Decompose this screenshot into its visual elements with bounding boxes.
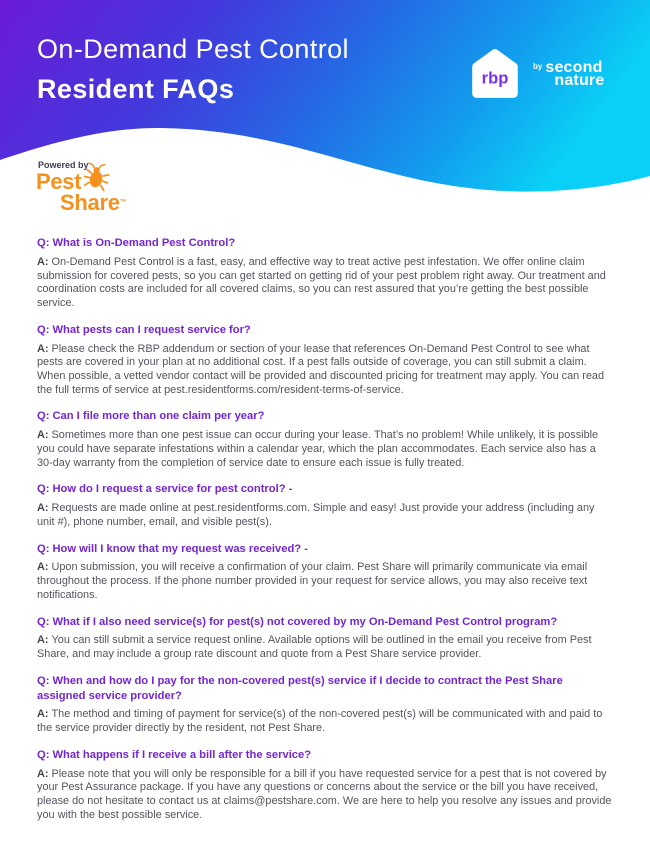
answer-text: Please check the RBP addendum or section of your lease that references On-Demand Pest Control to see what pests are covered in your plan at no additional cost. If a pest falls outside of coverage, you can still submit a claim. When possible, a vetted vendor contact will be provided and discounted pricing for treatment may apply. You can read the full terms of service at pest.residentforms.com/resident-terms-of-service. xyxy=(37,342,605,396)
faq-item-3 xyxy=(37,409,613,470)
faq-answer xyxy=(37,561,613,602)
faq-answer xyxy=(37,768,613,823)
q-prefix: Q: xyxy=(37,748,50,761)
faq-answer xyxy=(37,634,613,661)
answer-text: You can still submit a service request online. Available options will be outlined in the email you receive from Pest Share, and may include a group rate discount and quote from a Pest Share service provider. xyxy=(37,634,592,661)
faq-question xyxy=(37,236,613,251)
faq-list xyxy=(0,230,650,823)
bug-icon xyxy=(84,162,110,192)
a-prefix: A: xyxy=(37,767,49,780)
faq-question xyxy=(37,615,613,630)
faq-question xyxy=(37,323,613,338)
q-prefix: Q: xyxy=(37,483,50,496)
q-prefix: Q: xyxy=(37,237,50,249)
faq-question xyxy=(37,482,613,497)
page-title xyxy=(37,34,349,105)
a-prefix: A: xyxy=(37,342,49,355)
q-prefix: Q: xyxy=(37,410,50,423)
a-prefix: A: xyxy=(37,634,49,647)
faq-item-8 xyxy=(37,748,613,823)
rbp-badge-text: rbp xyxy=(481,68,509,88)
faq-answer xyxy=(37,256,613,311)
question-text: Can I file more than one claim per year? xyxy=(52,410,265,423)
faq-question xyxy=(37,409,613,424)
faq-answer xyxy=(37,429,613,470)
faq-answer xyxy=(37,343,613,398)
brand-word-second: second xyxy=(545,59,603,76)
faq-item-2 xyxy=(37,323,613,398)
second-nature-logo xyxy=(533,59,605,90)
brand-word-nature: nature xyxy=(554,72,605,90)
faq-item-5 xyxy=(37,542,613,603)
q-prefix: Q: xyxy=(37,323,50,336)
faq-item-1 xyxy=(37,236,613,311)
faq-item-7 xyxy=(37,674,613,736)
a-prefix: A: xyxy=(37,708,49,721)
a-prefix: A: xyxy=(37,429,49,442)
question-text: When and how do I pay for the non-covered pest(s) service if I decide to contract the Pest Share assigned service provider? xyxy=(37,674,563,702)
pest-word: Pest xyxy=(36,169,82,194)
faq-question xyxy=(37,674,613,704)
pestshare-logo xyxy=(36,160,127,215)
q-prefix: Q: xyxy=(37,542,50,555)
faq-item-6 xyxy=(37,615,613,662)
rbp-logo xyxy=(466,45,524,103)
question-text: How will I know that my request was received? - xyxy=(52,542,308,555)
q-prefix: Q: xyxy=(37,615,50,628)
answer-text: The method and timing of payment for service(s) of the non-covered pest(s) will be communicated with and paid to the service provider directly by the resident, not Pest Share. xyxy=(37,708,603,735)
a-prefix: A: xyxy=(37,561,49,574)
faq-question xyxy=(37,748,613,763)
question-text: What if I also need service(s) for pest(s) not covered by my On-Demand Pest Control program? xyxy=(52,615,558,628)
faq-question xyxy=(37,542,613,557)
faq-answer xyxy=(37,502,613,529)
answer-text: Please note that you will only be responsible for a bill if you have requested service for a pest that is not covered by your Pest Assurance package. If you have any questions or concerns about the service or the bill you have received, please do not hesitate to contact us at claims@pestshare.com. We are here to help you resolve any issues and provide you with the best possible service. xyxy=(37,767,612,821)
a-prefix: A: xyxy=(37,255,49,268)
title-line-2: Resident FAQs xyxy=(37,74,235,104)
answer-text: Sometimes more than one pest issue can occur during your lease. That’s no problem! While unlikely, it is possible you could have separate infestations within a calendar year, which the plan accommodates. Each service also has a 30-day warranty from the completion of service date to ensure each issue is fully treated. xyxy=(37,429,599,469)
question-text: What happens if I receive a bill after the service? xyxy=(52,748,312,761)
powered-by-label: Powered by xyxy=(38,160,89,170)
answer-text: On-Demand Pest Control is a fast, easy, and effective way to treat active pest infestation. We offer online claim submission for covered pests, so you can get started on getting rid of your pest problem right away. Our treatment and coordination costs are included for all covered claims, so you can rest assured that you’re getting the best possible service. xyxy=(37,255,606,309)
question-text: What is On-Demand Pest Control? xyxy=(52,237,236,249)
question-text: How do I request a service for pest control? - xyxy=(52,483,293,496)
by-label: by xyxy=(533,62,543,71)
faq-item-4 xyxy=(37,482,613,529)
trademark-symbol: ™ xyxy=(119,199,127,206)
header-banner xyxy=(0,0,650,230)
share-word: Share xyxy=(60,190,120,215)
answer-text: Requests are made online at pest.residentforms.com. Simple and easy! Just provide your address (including any unit #), phone number, email, and visible pest(s). xyxy=(37,502,595,528)
q-prefix: Q: xyxy=(37,674,50,687)
a-prefix: A: xyxy=(37,502,49,515)
faq-answer xyxy=(37,708,613,735)
answer-text: Upon submission, you will receive a confirmation of your claim. Pest Share will primarily communicate via email throughout the process. If the phone number provided in your request for service allows, you may also receive text notifications. xyxy=(37,561,588,601)
title-line-1: On-Demand Pest Control xyxy=(37,34,349,64)
question-text: What pests can I request service for? xyxy=(52,323,251,336)
